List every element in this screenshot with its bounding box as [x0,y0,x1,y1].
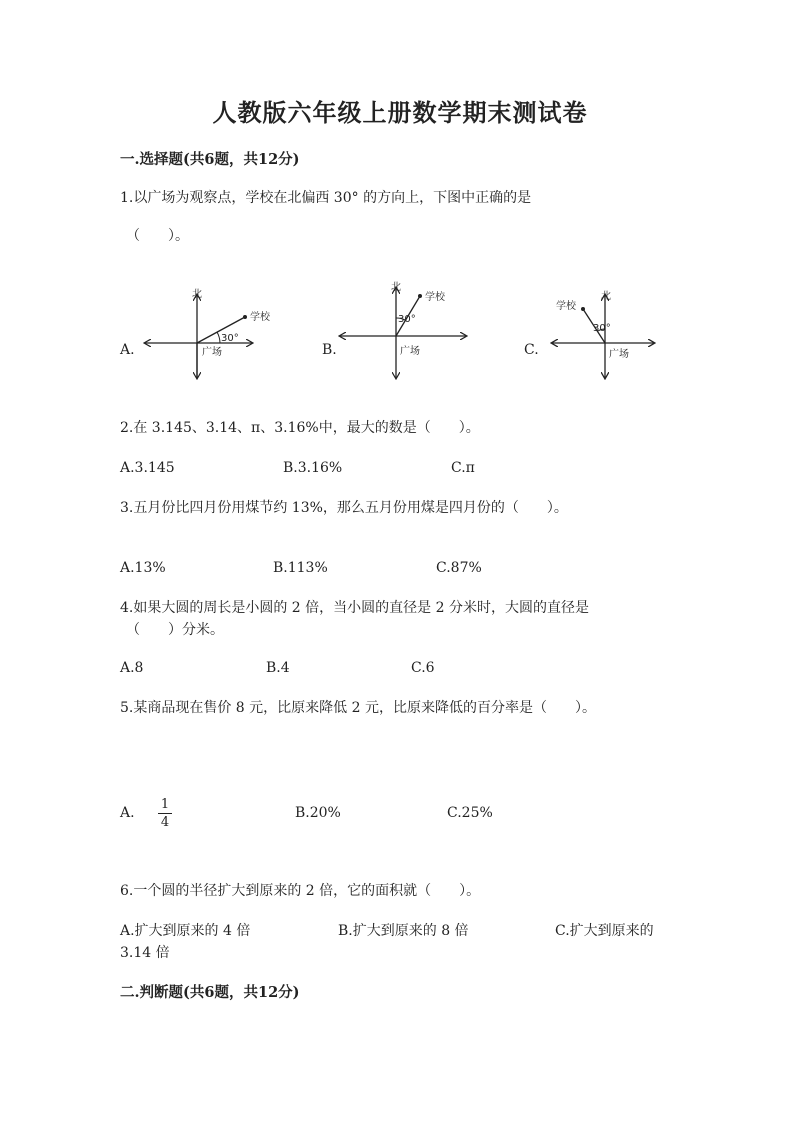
q1-blank: （ ）。 [126,228,189,244]
q3-option-b: B.113% [273,560,328,576]
north-label: 北 [192,289,202,300]
q6-stem: 6.一个圆的半径扩大到原来的 2 倍，它的面积就（ ）。 [120,883,481,899]
q3-option-c: C.87% [436,560,482,576]
north-label: 北 [601,291,611,302]
school-point [243,315,247,319]
q4-stem-line2: （ ）分米。 [126,622,224,638]
q5-option-c: C.25% [447,805,493,821]
section-heading-judgment: 二.判断题(共6题，共12分) [120,984,300,1001]
plaza-label: 广场 [202,347,222,358]
angle-arc [217,332,220,343]
q6-option-a: A.扩大到原来的 4 倍 [120,923,251,939]
page-title: 人教版六年级上册数学期末测试卷 [212,98,588,127]
school-point [418,294,422,298]
q6-option-c-continued: 3.14 倍 [120,945,170,961]
q1-option-a-label: A. [120,342,135,358]
q5-option-a-fraction [158,797,172,830]
north-label: 北 [391,282,401,293]
q5-option-a-label: A. [120,805,135,821]
q1-diagram-a [140,285,280,385]
school-label: 学校 [425,292,445,303]
q5-stem: 5.某商品现在售价 8 元，比原来降低 2 元，比原来降低的百分率是（ ）。 [120,700,596,716]
angle-label: 30° [398,314,416,325]
school-label: 学校 [250,312,270,323]
q3-stem: 3.五月份比四月份用煤节约 13%，那么五月份用煤是四月份的（ ）。 [120,500,568,516]
q1-diagram-c [548,285,663,383]
q6-option-b: B.扩大到原来的 8 倍 [338,923,469,939]
q1-option-b-label: B. [322,342,337,358]
q4-stem-line1: 4.如果大圆的周长是小圆的 2 倍，当小圆的直径是 2 分米时，大圆的直径是 [120,600,589,616]
angle-label: 30° [593,323,611,334]
section-heading-choice: 一.选择题(共6题，共12分) [120,151,300,168]
fraction-numerator: 1 [160,797,170,812]
plaza-label: 广场 [609,349,629,360]
q6-option-c: C.扩大到原来的 [555,923,654,939]
q4-option-a: A.8 [120,660,144,676]
q3-option-a: A.13% [120,560,166,576]
school-point [581,307,585,311]
plaza-label: 广场 [400,346,420,357]
q4-option-c: C.6 [411,660,435,676]
fraction-bar [158,813,172,814]
q5-option-b: B.20% [295,805,341,821]
school-label: 学校 [556,301,576,312]
q1-diagram-b [336,278,476,383]
fraction-denominator: 4 [160,815,170,830]
q1-option-c-label: C. [524,342,539,358]
q2-option-c: C.π [451,460,475,476]
q1-stem: 1.以广场为观察点，学校在北偏西 30° 的方向上，下图中正确的是 [120,190,532,206]
angle-label: 30° [221,333,239,344]
q2-stem: 2.在 3.145、3.14、π、3.16%中，最大的数是（ ）。 [120,420,480,436]
q2-option-b: B.3.16% [283,460,343,476]
q2-option-a: A.3.145 [120,460,175,476]
q4-option-b: B.4 [266,660,290,676]
